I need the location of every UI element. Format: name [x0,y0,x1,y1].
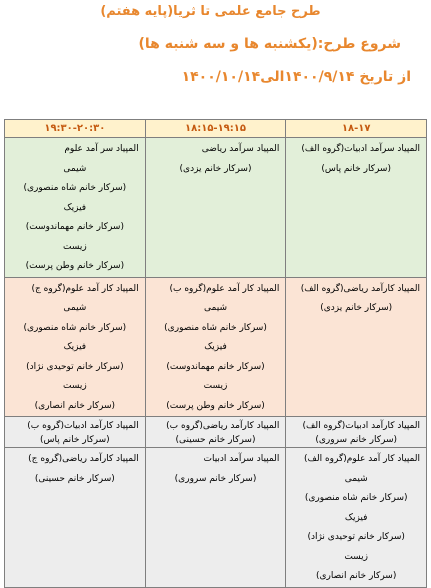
course-title: المپیاد کار آمد علوم(گروه ب) [169,283,280,294]
column-header: ۱۸-۱۷ [286,120,427,138]
teacher-name: (سرکار خانم مهماندوست) [166,361,265,372]
table-row [5,138,427,278]
teacher-name: (سرکار خانم پاس) [40,435,110,445]
teacher-name: (سرکار خانم حسینی) [175,435,256,445]
schedule-cell [145,138,286,278]
course-title: المپیاد سرآمد ادبیات(گروه الف) [301,144,420,154]
subject-name: زیست [62,381,87,391]
column-header: ۱۹:۳۰-۲۰:۳۰ [5,120,146,138]
teacher-name: (سرکار خانم توحیدی نژاد) [26,361,124,372]
teacher-name: (سرکار خانم وطن پرست) [166,400,265,411]
teacher-name: (سرکار خانم شاه منصوری) [164,322,267,333]
document-title: طرح جامع علمی تا ثریا(پایه هفتم) [100,4,321,19]
table-row [5,417,427,448]
table-header-row [5,120,427,138]
schedule-cell [5,277,146,417]
schedule-cell [145,417,286,448]
course-title: المپیاد کارآمد ریاضی(گروه ج) [28,454,139,464]
teacher-name: (سرکار خانم وطن پرست) [25,261,125,271]
document-header [0,0,431,118]
teacher-name: (سرکار خانم سروری) [174,473,257,484]
teacher-name: (سرکار خانم پاس) [321,163,391,174]
schedule-cell [286,277,427,417]
course-title: المپیاد سر آمد علوم [64,144,139,154]
teacher-name: (سرکار خانم شاه منصوری) [23,183,127,193]
subject-name: فیزیک [63,342,87,352]
subject-name: زیست [203,381,228,391]
schedule-cell [286,138,427,278]
subject-name: زیست [62,241,87,252]
course-title: المپیاد کارآمد ریاضی(گروه الف) [300,283,420,294]
schedule-cell [5,417,146,448]
subject-name: فیزیک [344,512,368,523]
course-title: المپیاد سرآمد ادبیات [203,454,280,464]
teacher-name: (سرکار خانم مهماندوست) [25,222,124,232]
teacher-name: (سرکار خانم شاه منصوری) [304,493,408,503]
schedule-cell [145,448,286,588]
start-days: شروع طرح:(یکشنبه ها و سه شنبه ها) [138,36,401,52]
teacher-name: (سرکار خانم انصاری) [34,400,116,411]
column-header: ۱۸:۱۵-۱۹:۱۵ [145,120,286,138]
teacher-name: (سرکار خانم سروری) [315,435,397,445]
schedule-cell [5,138,146,278]
teacher-name: (سرکار خانم انصاری) [315,571,397,581]
course-title: المپیاد کار آمد علوم(گروه الف) [304,454,420,464]
subject-name: شیمی [344,473,368,484]
schedule-table [4,119,427,588]
teacher-name: (سرکار خانم شاه منصوری) [23,322,127,333]
schedule-cell [5,448,146,588]
subject-name: زیست [344,551,369,562]
teacher-name: (سرکار خانم یزدی) [179,163,252,174]
course-title: المپیاد سرآمد ریاضی [201,144,280,154]
subject-name: شیمی [204,303,227,313]
schedule-cell [145,277,286,417]
schedule-cell [286,417,427,448]
date-range: از تاریخ ۱۴۰۰/۹/۱۴الی۱۴۰۰/۱۰/۱۴ [181,69,411,85]
teacher-name: (سرکار خانم حسینی) [34,473,115,484]
teacher-name: (سرکار خانم توحیدی نژاد) [307,532,405,542]
table-row [5,448,427,588]
subject-name: فیزیک [204,342,227,352]
course-title: المپیاد کار آمد علوم(گروه ج) [31,283,139,294]
schedule-cell [286,448,427,588]
course-title: المپیاد کارآمد ادبیات(گروه ب) [27,421,139,431]
teacher-name: (سرکار خانم یزدی) [320,303,393,313]
subject-name: فیزیک [63,202,87,213]
course-title: المپیاد کارآمد ریاضی(گروه ب) [166,421,280,431]
subject-name: شیمی [63,163,87,174]
course-title: المپیاد کارآمد ادبیات(گروه الف) [302,421,420,431]
table-row [5,277,427,417]
subject-name: شیمی [63,303,87,313]
